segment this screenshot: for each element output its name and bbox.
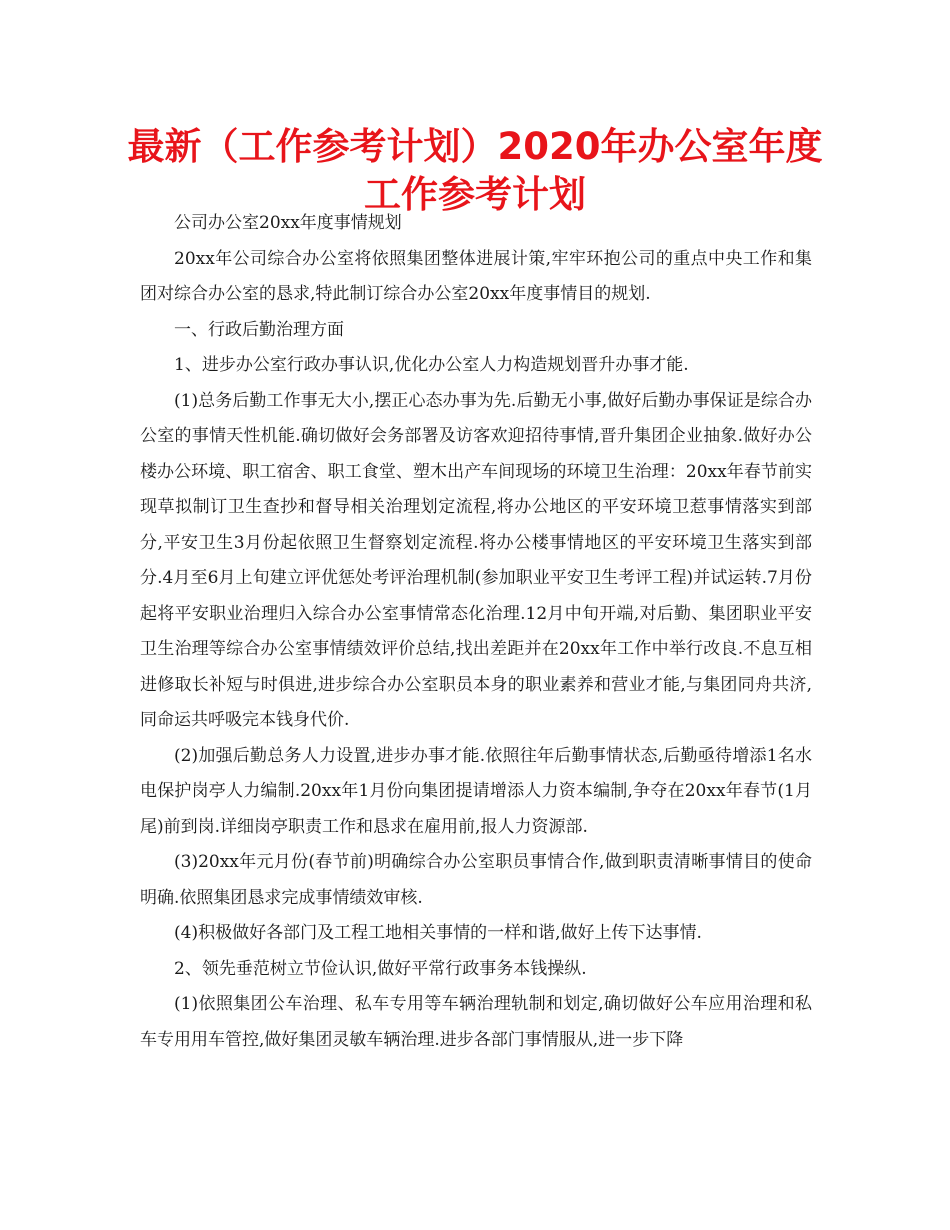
document-title-line-1: 最新（工作参考计划）2020年办公室年度	[127, 125, 823, 168]
paragraph: (1)依照集团公车治理、私车专用等车辆治理轨制和划定,确切做好公车应用治理和私车专用用车管控,做好集团灵敏车辆治理.进步各部门事情服从,进一步下降	[140, 994, 812, 1050]
section-heading: 一、行政后勤治理方面	[174, 319, 344, 340]
document-title-line-2: 工作参考计划	[364, 173, 586, 216]
paragraph: 公司办公室20xx年度事情规划	[174, 213, 402, 233]
subsection-heading: 1、进步办公室行政办事认识,优化办公室人力构造规划晋升办事才能.	[174, 355, 689, 375]
subsection-heading: 2、领先垂范树立节俭认识,做好平常行政事务本钱操纵.	[174, 958, 587, 979]
document-body	[140, 206, 812, 1058]
paragraph: (2)加强后勤总务人力设置,进步办事才能.依照往年后勤事情状态,后勤亟待增添1名水电保护岗亭人力编制.20xx年1月份向集团提请增添人力资本编制,争夺在20xx年春节(1月尾)前到岗.详细岗亭职责工作和恳求在雇用前,报人力资源部.	[140, 745, 812, 837]
paragraph: (1)总务后勤工作事无大小,摆正心态办事为先.后勤无小事,做好后勤办事保证是综合办公室的事情天性机能.确切做好会务部署及访客欢迎招待事情,晋升集团企业抽象.做好办公楼办公环境、职工宿舍、职工食堂、塑木出产车间现场的环境卫生治理：20xx年春节前实现草拟制订卫生查抄和督导相关治理划定流程,将办公地区的平安环境卫惹事情落实到部分,平安卫生3月份起依照卫生督察划定流程.将办公楼事情地区的平安环境卫生落实到部分.4月至6月上旬建立评优惩处考评治理机制(参加职业平安卫生考评工程)并试运转.7月份起将平安职业治理归入综合办公室事情常态化治理.12月中旬开端,对后勤、集团职业平安卫生治理等综合办公室事情绩效评价总结,找出差距并在20xx年工作中举行改良.不息互相进修取长补短与时俱进,进步综合办公室职员本身的职业素养和营业才能,与集团同舟共济,同命运共呼吸完本钱身代价.	[140, 390, 812, 730]
paragraph: (3)20xx年元月份(春节前)明确综合办公室职员事情合作,做到职责清晰事情目的使命明确.依照集团恳求完成事情绩效审核.	[140, 852, 812, 908]
paragraph: 20xx年公司综合办公室将依照集团整体进展计策,牢牢环抱公司的重点中央工作和集团对综合办公室的恳求,特此制订综合办公室20xx年度事情目的规划.	[140, 248, 812, 304]
paragraph: (4)积极做好各部门及工程工地相关事情的一样和谐,做好上传下达事情.	[174, 923, 702, 943]
